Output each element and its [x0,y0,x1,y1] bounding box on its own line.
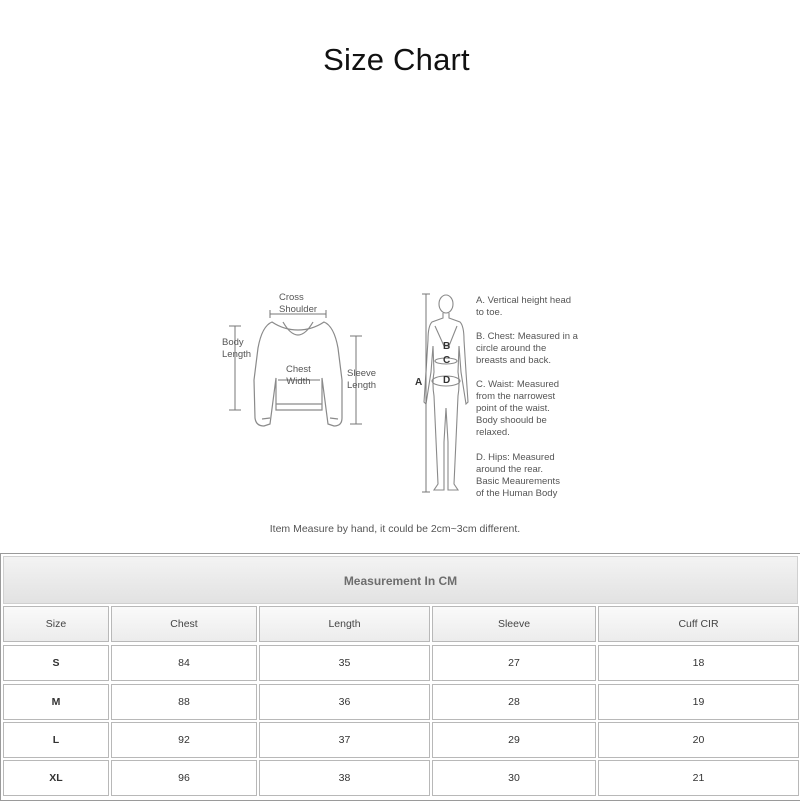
cell-length: 36 [259,684,430,720]
chest-letter-b: B [443,341,451,352]
header-cuff-cir: Cuff CIR [598,606,799,642]
height-letter-a: A [415,377,423,388]
definition-a: A. Vertical height head to toe. [476,295,572,318]
table-row [3,722,799,758]
cell-chest: 88 [111,684,257,720]
cross-shoulder-label: Cross Shoulder [279,292,318,315]
cell-cuff-cir: 19 [598,684,799,720]
measurement-note: Item Measure by hand, it could be 2cm~3cm different. [269,523,521,535]
cell-cuff-cir: 18 [598,645,799,681]
header-length: Length [259,606,430,642]
cell-chest: 96 [111,760,257,796]
cell-chest: 84 [111,645,257,681]
cell-size: XL [3,760,109,796]
human-body-illustration [424,295,468,490]
definition-d: D. Hips: Measured around the rear. Basic Meaurements of the Human Body [476,452,560,499]
table-caption: Measurement In CM [3,556,798,604]
table-header-row [3,606,799,642]
header-sleeve: Sleeve [432,606,596,642]
hips-letter-d: D [443,375,451,386]
table-row [3,645,799,681]
table-row [3,760,799,796]
definition-b: B. Chest: Measured in a circle around the breasts and back. [476,331,578,366]
cell-sleeve: 30 [432,760,596,796]
cell-sleeve: 28 [432,684,596,720]
page-title: Size Chart [323,42,470,77]
cell-chest: 92 [111,722,257,758]
cell-length: 37 [259,722,430,758]
table-row [3,684,799,720]
cell-size: S [3,645,109,681]
measurement-table [0,553,800,801]
cell-sleeve: 27 [432,645,596,681]
chest-width-label: Chest Width [286,364,311,387]
header-size: Size [3,606,109,642]
sleeve-length-label: Sleeve Length [347,368,377,391]
header-chest: Chest [111,606,257,642]
cell-length: 35 [259,645,430,681]
cell-sleeve: 29 [432,722,596,758]
cell-cuff-cir: 21 [598,760,799,796]
cell-size: M [3,684,109,720]
cell-length: 38 [259,760,430,796]
body-length-label: Body Length [222,337,252,360]
waist-letter-c: C [443,355,451,366]
definition-c: C. Waist: Measured from the narrowest point of the waist. Body shoould be relaxed. [476,379,560,438]
cell-cuff-cir: 20 [598,722,799,758]
cell-size: L [3,722,109,758]
